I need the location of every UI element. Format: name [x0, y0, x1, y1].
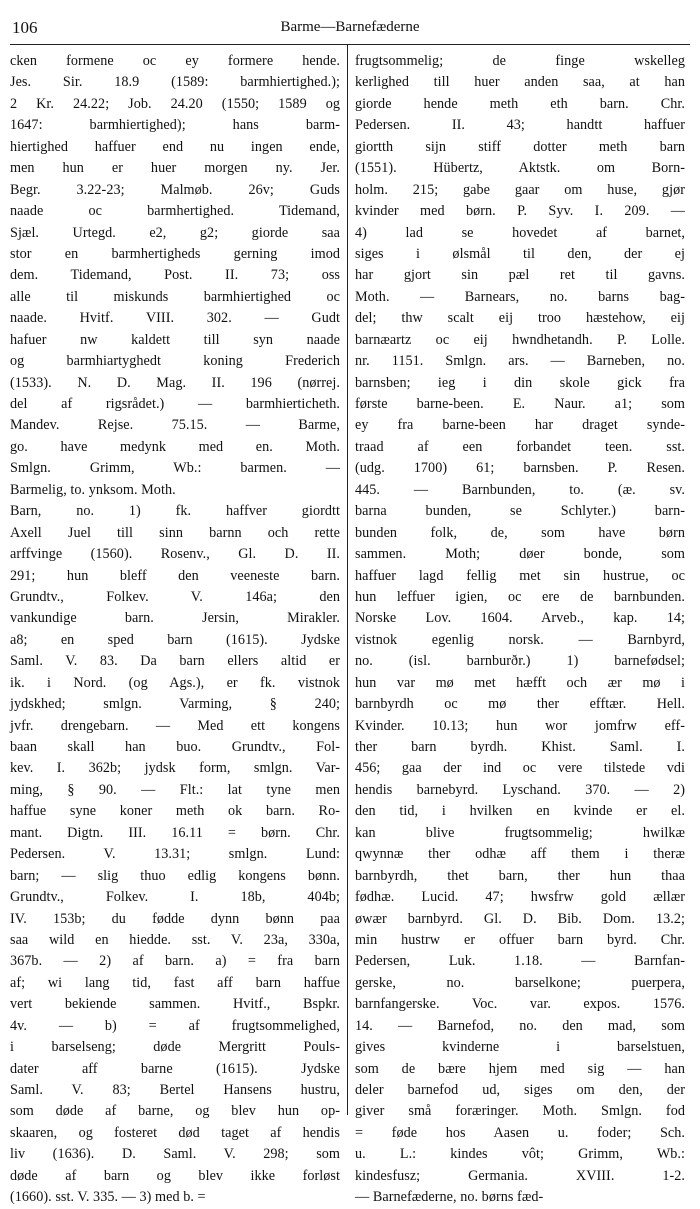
text-line: alle til miskunds barmhiertighed oc — [10, 288, 340, 305]
text-line: hafuer nw kaldett till syn naade — [10, 331, 340, 348]
text-line: Kvinder. 10.13; hun wor jomfrw eff- — [355, 717, 685, 734]
text-line: giorde hende meth eth barn. Chr. — [355, 95, 685, 112]
text-line: barnfangerske. Voc. var. expos. 1576. — [355, 996, 685, 1013]
text-line: giortth sijn stiff dotter meth barn — [355, 138, 685, 155]
text-line: kindesfusz; Germania. XVIII. 1-2. — [355, 1167, 685, 1184]
text-line: kan blive frugtsommelig; hwilkæ — [355, 824, 685, 841]
text-line: fødhæ. Lucid. 47; hwsfrw gold ællær — [355, 889, 685, 906]
text-line: den tid, i hvilken en kvinde er el. — [355, 803, 685, 820]
text-line: 456; gaa der ind oc vere tilstede vdi — [355, 760, 685, 777]
text-line: saa wild en hiedde. sst. V. 23a, 330a, — [10, 931, 340, 948]
text-line: 367b. — 2) af barn. a) = fra barn — [10, 953, 340, 970]
text-line: 445. — Barnbunden, to. (æ. sv. — [355, 481, 685, 498]
text-line: haffuer lagd fellig met sin hustrue, oc — [355, 567, 685, 584]
text-line: traad af een forbandet teen. sst. — [355, 438, 685, 455]
text-line: kerlighed till huer anden saa, at han — [355, 74, 685, 91]
text-line: Moth. — Barnears, no. barns bag- — [355, 288, 685, 305]
text-line: som de bære hjem med sig — han — [355, 1060, 685, 1077]
text-line: Pedersen, Luk. 1.18. — Barnfan- — [355, 953, 685, 970]
text-line: (1551). Hübertz, Aktstk. om Born- — [355, 160, 685, 177]
text-line: del; thw scalt eij troo hæstehow, eij — [355, 310, 685, 327]
text-line: Pedersen. II. 43; handtt haffuer — [355, 117, 685, 134]
text-line: — Barnefæderne, no. børns fæd- — [355, 1189, 544, 1206]
text-line: 14. — Barnefod, no. den mad, som — [355, 1017, 685, 1034]
text-line: skaaren, og fosteret død taget af hendis — [10, 1124, 340, 1141]
left-column — [10, 45, 347, 1206]
text-line: dater aff barne (1615). Jydske — [10, 1060, 340, 1077]
text-line: hendis barnebyrd. Lyschand. 370. — 2) — [355, 781, 685, 798]
text-line: a8; en sped barn (1615). Jydske — [10, 631, 340, 648]
text-line: vankundige barn. Jersin, Mirakler. — [10, 610, 340, 627]
text-line: vistnok egenlig norsk. — Barnbyrd, — [355, 631, 685, 648]
text-line: har gjort sin pæl ret til gavns. — [355, 267, 685, 284]
text-line: Grundtv., Folkev. I. 18b, 404b; — [10, 889, 340, 906]
text-line: min hustrw er offuer barn byrd. Chr. — [355, 931, 685, 948]
text-line: 1647: barmhiertighed); hans barm- — [10, 117, 340, 134]
text-line: gerske, no. barselkone; puerpera, — [355, 974, 685, 991]
text-line: hiertighed haffuer end nu ingen ende, — [10, 138, 340, 155]
text-line: som døde af barne, og blev hun op- — [10, 1103, 340, 1120]
text-line: Norske Lov. 1604. Arveb., kap. 14; — [355, 610, 685, 627]
text-line: og barmhiartyghedt koning Frederich — [10, 353, 340, 370]
text-line: jydskhed; smlgn. Varming, § 240; — [10, 696, 340, 713]
text-line: 291; hun bleff den veeneste barn. — [10, 567, 340, 584]
text-line: barnbyrdh, thet barn, ther hun thaa — [355, 867, 685, 884]
text-line: 2 Kr. 24.22; Job. 24.20 (1550; 1589 og — [10, 95, 340, 112]
page-header — [10, 18, 690, 44]
text-line: Saml. V. 83; Bertel Hansens hustru, — [10, 1082, 340, 1098]
text-line: holm. 215; gabe gaar om huse, gjør — [355, 181, 685, 198]
text-line: bunden folk, de, som have børn — [355, 524, 685, 541]
text-line: af; wi lang tid, fast aff barn haffue — [10, 974, 340, 991]
text-line: dem. Tidemand, Post. II. 73; oss — [10, 267, 340, 284]
text-line: stor en barmhertigheds gerning imod — [10, 245, 340, 262]
text-line: IV. 153b; du fødde dynn bønn paa — [10, 910, 340, 927]
text-columns — [10, 45, 690, 1206]
text-line: naade. Hvitf. VIII. 302. — Gudt — [10, 310, 340, 327]
text-line: hun var mø met hæfft och ær mø i — [355, 674, 685, 691]
text-line: kvinder med børn. P. Syv. I. 209. — — [355, 203, 685, 220]
text-line: mant. Digtn. III. 16.11 = børn. Chr. — [10, 824, 340, 841]
text-line: men hun er huer morgen ny. Jer. — [10, 160, 340, 177]
text-line: no. (isl. barnburðr.) 1) barnefødsel; — [355, 653, 685, 670]
text-line: arffvinge (1560). Rosenv., Gl. D. II. — [10, 546, 340, 563]
text-line: barna bunden, se Schlyter.) barn- — [355, 503, 685, 520]
text-line: u. L.: kindes vôt; Grimm, Wb.: — [355, 1146, 685, 1163]
text-line: (1660). sst. V. 335. — 3) med b. = — [10, 1189, 206, 1206]
text-line: go. have medynk med en. Moth. — [10, 438, 340, 455]
text-line: Barmelig, to. ynksom. Moth. — [10, 481, 176, 498]
text-line: Mandev. Rejse. 75.15. — Barme, — [10, 417, 340, 434]
text-line: kev. I. 362b; jydsk form, smlgn. Var- — [10, 760, 340, 777]
right-column — [348, 45, 685, 1206]
text-line: nr. 1151. Smlgn. ars. — Barneben, no. — [355, 353, 685, 370]
text-line: øwær barnbyrd. Gl. D. Bib. Dom. 13.2; — [355, 910, 685, 927]
text-line: frugtsommelig; de finge wskelleg — [355, 53, 685, 69]
text-line: ik. i Nord. (og Ags.), er fk. vistnok — [10, 674, 340, 691]
text-line: liv (1636). D. Saml. V. 298; som — [10, 1146, 340, 1163]
text-line: del af rigsrådet.) — barmhierticheth. — [10, 396, 340, 412]
text-line: 4v. — b) = af frugtsommelighed, — [10, 1017, 340, 1034]
text-line: (udg. 1700) 61; barnsben. P. Resen. — [355, 460, 685, 477]
text-line: = føde hos Aasen u. foder; Sch. — [355, 1124, 685, 1141]
text-line: barn; — slig thuo edlig kongens bønn. — [10, 867, 340, 884]
text-line: Saml. V. 83. Da barn ellers altid er — [10, 653, 340, 670]
text-line: ther barn byrdh. Khist. Saml. I. — [355, 739, 685, 755]
text-line: barnsben; ieg i din skole gick fra — [355, 374, 685, 391]
text-line: ey fra barne-been har draget synde- — [355, 417, 685, 434]
text-line: Axell Juel till sinn barnn och rette — [10, 524, 340, 541]
page-number: 106 — [12, 18, 38, 37]
text-line: Begr. 3.22-23; Malmøb. 26v; Guds — [10, 181, 340, 198]
text-line: vert bekiende sammen. Hvitf., Bspkr. — [10, 996, 340, 1013]
text-line: 4) lad se hovedet af barnet, — [355, 224, 685, 241]
text-line: døde af barn og blev ikke forløst — [10, 1167, 340, 1184]
text-line: deler barnefod ud, siges om den, der — [355, 1082, 685, 1098]
text-line: Jes. Sir. 18.9 (1589: barmhiertighed.); — [10, 74, 340, 91]
text-line: naade oc barmhertighed. Tidemand, — [10, 203, 340, 220]
text-line: siges i ølsmål til den, der ej — [355, 245, 685, 262]
text-line: baan skall han buo. Grundtv., Fol- — [10, 739, 340, 755]
text-line: Sjæl. Urtegd. e2, g2; giorde saa — [10, 224, 340, 241]
text-line: hun leffuer igien, oc ere de barnbunden. — [355, 588, 685, 605]
text-line: første barne-been. E. Naur. a1; som — [355, 396, 685, 412]
text-line: sammen. Moth; døer bonde, som — [355, 546, 685, 563]
text-line: qwynnæ ther odhæ aff them i theræ — [355, 846, 685, 863]
text-line: Grundtv., Folkev. V. 146a; den — [10, 588, 340, 605]
text-line: Smlgn. Grimm, Wb.: barmen. — — [10, 460, 340, 477]
running-head: Barme—Barnefæderne — [280, 19, 420, 35]
text-line: ming, § 90. — Flt.: lat tyne men — [10, 781, 340, 798]
text-line: giver små foræringer. Moth. Smlgn. fod — [355, 1103, 685, 1120]
text-line: (1533). N. D. Mag. II. 196 (nørrej. — [10, 374, 340, 391]
text-line: barnæartz oc eij hwndhetandh. P. Lolle. — [355, 331, 685, 348]
text-line: gives kvinderne i barselstuen, — [355, 1039, 685, 1056]
text-line: Pedersen. V. 13.31; smlgn. Lund: — [10, 846, 340, 863]
text-line: i barselseng; døde Mergritt Pouls- — [10, 1039, 340, 1056]
text-line: haffue syne koner meth ok barn. Ro- — [10, 803, 340, 820]
text-line: Barn, no. 1) fk. haffver giordtt — [10, 503, 340, 520]
text-line: jvfr. drengebarn. — Med ett kongens — [10, 717, 340, 734]
text-line: barnbyrdh oc mø ther efftær. Hell. — [355, 696, 685, 713]
text-line: cken formene oc ey formere hende. — [10, 53, 340, 69]
